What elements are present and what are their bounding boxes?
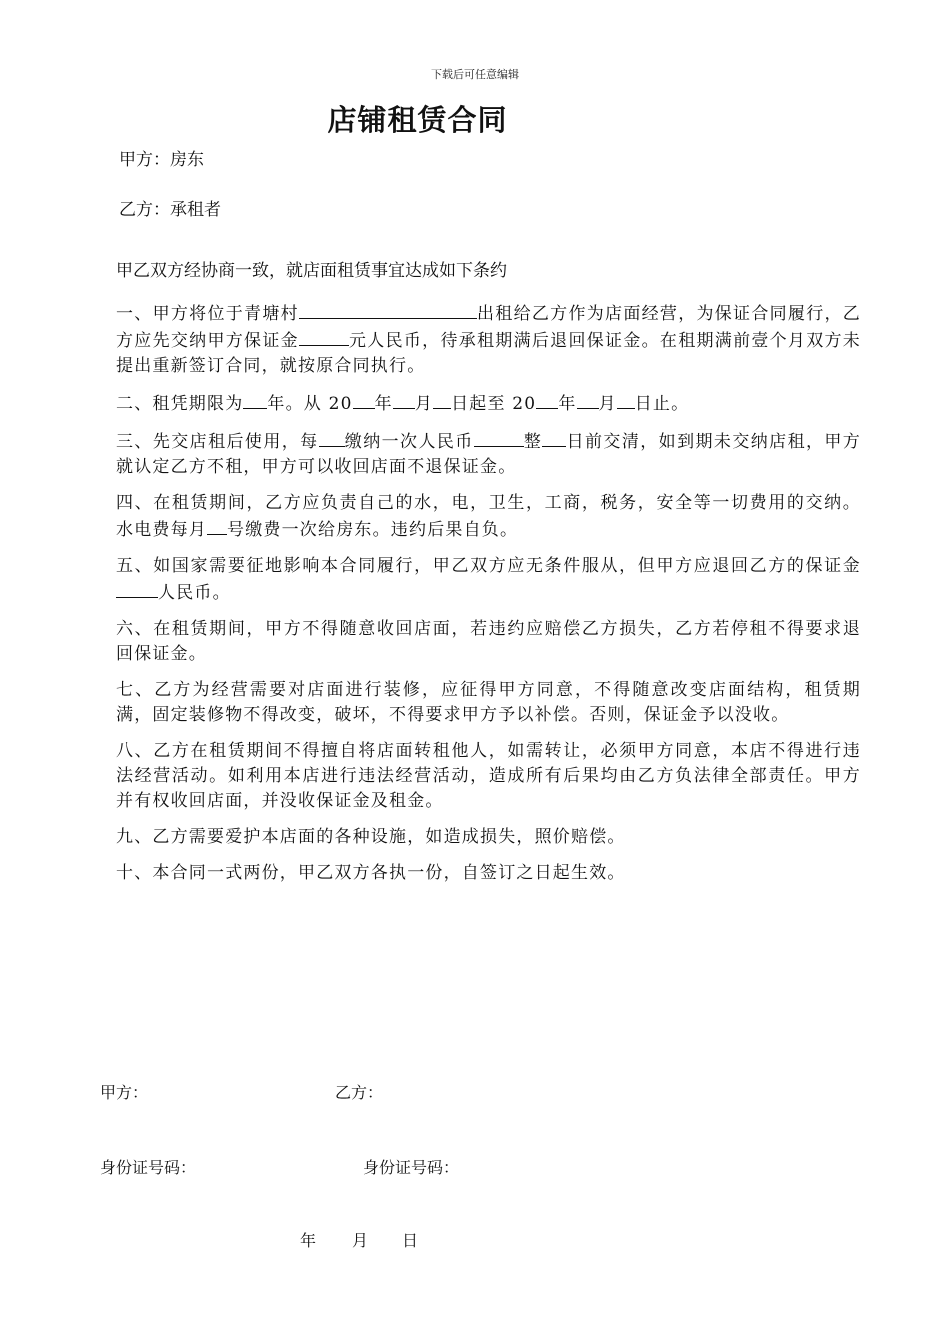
blank-utility-day [207, 516, 227, 535]
clause-3-text: 整 [523, 432, 543, 452]
page-title: 店铺租赁合同 [327, 103, 508, 137]
blank-end-month [577, 390, 599, 409]
date-year: 年 [300, 1231, 317, 1250]
clause-2-text: 二、租凭期限为 [116, 394, 244, 414]
clause-1-text: 元人民币，待承租期满后退回保证金。在租期满前壹个月双方未提出重新签订合同，就按原合同执行。 [116, 331, 862, 376]
header-note: 下载后可任意编辑 [431, 68, 519, 81]
clause-1 [116, 300, 861, 379]
blank-location [299, 300, 477, 319]
clause-2-text: 月 [414, 394, 434, 414]
blank-due-day [542, 428, 566, 447]
date-day: 日 [402, 1231, 419, 1250]
clause-6: 六、在租赁期间，甲方不得随意收回店面，若违约应赔偿乙方损失，乙方若停租不得要求退回保证金。 [116, 619, 861, 664]
blank-period [319, 428, 345, 447]
clause-9: 九、乙方需要爱护本店面的各种设施，如造成损失，照价赔偿。 [116, 827, 626, 847]
clause-list [116, 300, 861, 897]
blank-end-year [536, 390, 558, 409]
clause-3-text: 日前交清，如到期未交纳店租，甲方就认定乙方不租，甲方可以收回店面不退保证金。 [116, 432, 862, 477]
clause-4 [116, 491, 861, 543]
clause-2-text: 年。从 20 [267, 394, 353, 414]
clause-5-text: 人民币。 [158, 583, 231, 603]
blank-amount [474, 428, 524, 447]
id-number-party-b: 身份证号码： [363, 1158, 460, 1177]
blank-end-day [617, 390, 635, 409]
clause-3-text: 三、先交店租后使用，每 [116, 432, 319, 452]
id-number-party-a: 身份证号码： [100, 1158, 197, 1177]
clause-5-text: 五、如国家需要征地影响本合同履行，甲乙双方应无条件服从，但甲方应退回乙方的保证金 [116, 556, 861, 576]
clause-2-text: 月 [598, 394, 617, 414]
clause-7: 七、乙方为经营需要对店面进行装修，应征得甲方同意，不得随意改变店面结构，租赁期满，固定装修物不得改变，破坏，不得要求甲方予以补偿。否则，保证金予以没收。 [116, 680, 861, 725]
blank-deposit [299, 327, 349, 346]
clause-2-text: 年 [374, 394, 393, 414]
clause-3 [116, 428, 861, 480]
clause-2-text: 日起至 20 [451, 394, 537, 414]
party-a-line: 甲方：房东 [119, 150, 204, 170]
clause-4-text: 四、在租赁期间，乙方应负责自己的水，电，卫生，工商，税务，安全等一切费用的交纳。水电费每月 [116, 493, 861, 540]
clause-2-text: 年 [558, 394, 577, 414]
signature-party-b: 乙方： [335, 1083, 384, 1102]
blank-refund [116, 579, 158, 598]
blank-term-years [243, 390, 267, 409]
clause-10: 十、本合同一式两份，甲乙双方各执一份，自签订之日起生效。 [116, 863, 626, 883]
intro-paragraph: 甲乙双方经协商一致，就店面租赁事宜达成如下条约 [116, 261, 507, 281]
party-b-line: 乙方：承租者 [119, 200, 221, 220]
clause-5 [116, 554, 861, 606]
signature-party-a: 甲方： [100, 1083, 149, 1102]
blank-start-year [353, 390, 375, 409]
clause-8: 八、乙方在租赁期间不得擅自将店面转租他人，如需转让，必须甲方同意，本店不得进行违法经营活动。如利用本店进行违法经营活动，造成所有后果均由乙方负法律全部责任。甲方并有权收回店面，并没收保证金及租金。 [116, 741, 861, 811]
blank-start-day [433, 390, 451, 409]
clause-2-text: 日止。 [634, 394, 690, 414]
blank-start-month [393, 390, 415, 409]
date-month: 月 [352, 1231, 369, 1250]
clause-1-text: 出租给乙方作为店面经营，为保证合同履行，乙方应先交纳甲方保证金 [116, 304, 861, 351]
clause-1-text: 一、甲方将位于青塘村 [116, 304, 299, 324]
clause-4-text: 号缴费一次给房东。违约后果自负。 [227, 520, 519, 540]
clause-3-text: 缴纳一次人民币 [344, 432, 474, 452]
clause-2 [116, 390, 861, 417]
